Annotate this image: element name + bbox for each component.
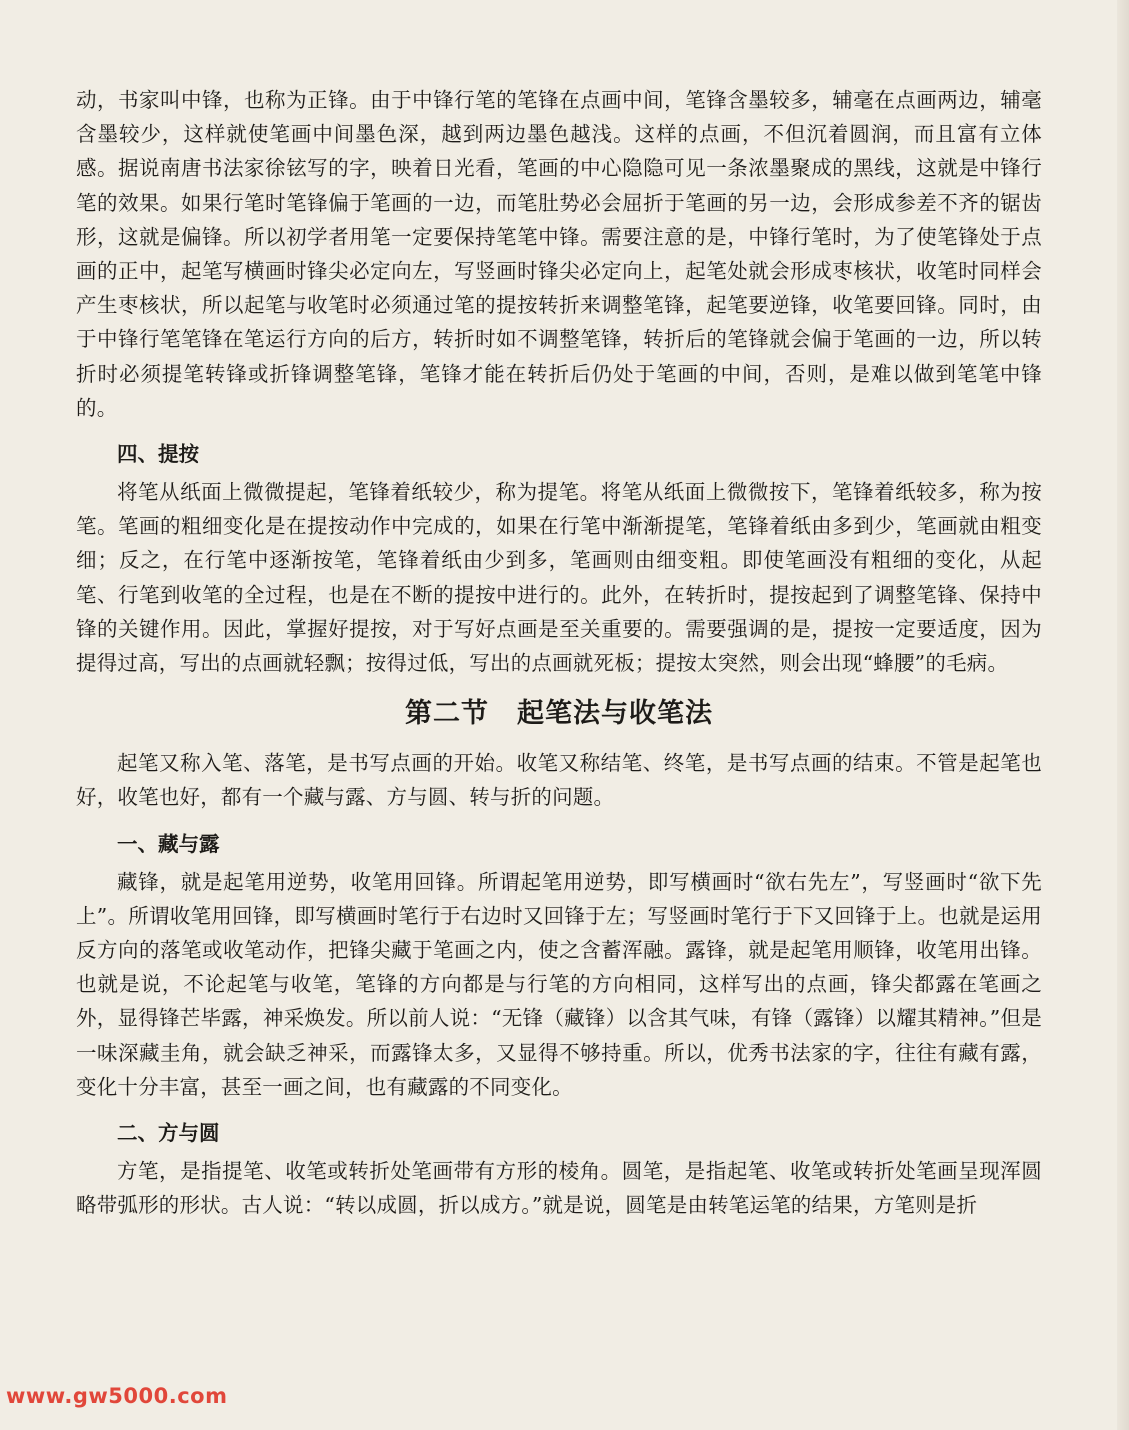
section-title: 第二节 起笔法与收笔法: [405, 698, 713, 730]
page-edge-shadow: [1117, 0, 1129, 1430]
site-watermark: www.gw5000.com: [6, 1384, 228, 1408]
heading-tian-an: 四、提按: [117, 442, 199, 467]
heading-fang-yuan: 二、方与圆: [117, 1121, 220, 1146]
text-body: [76, 83, 1042, 1222]
paragraph-fang-yuan: 方笔，是指提笔、收笔或转折处笔画带有方形的棱角。圆笔，是指起笔、收笔或转折处笔画呈现浑圆略带弧形的形状。古人说：“转以成圆，折以成方。”就是说，圆笔是由转笔运笔的结果，方笔则是折: [76, 1159, 1042, 1218]
paragraph-zhongfeng: 动，书家叫中锋，也称为正锋。由于中锋行笔的笔锋在点画中间，笔锋含墨较多，辅毫在点画两边，辅毫含墨较少，这样就使笔画中间墨色深，越到两边墨色越浅。这样的点画，不但沉着圆润，而且富有立体感。据说南唐书法家徐铉写的字，映着日光看，笔画的中心隐隐可见一条浓墨聚成的黑线，这就是中锋行笔的效果。如果行笔时笔锋偏于笔画的一边，而笔肚势必会屈折于笔画的另一边，会形成参差不齐的锯齿形，这就是偏锋。所以初学者用笔一定要保持笔笔中锋。需要注意的是，中锋行笔时，为了使笔锋处于点画的正中，起笔写横画时锋尖必定向左，写竖画时锋尖必定向上，起笔处就会形成枣核状，收笔时同样会产生枣核状，所以起笔与收笔时必须通过笔的提按转折来调整笔锋，起笔要逆锋，收笔要回锋。同时，由于中锋行笔笔锋在笔运行方向的后方，转折时如不调整笔锋，转折后的笔锋就会偏于笔画的一边，所以转折时必须提笔转锋或折锋调整笔锋，笔锋才能在转折后仍处于笔画的中间，否则，是难以做到笔笔中锋的。: [76, 88, 1042, 420]
paragraph-section-intro: 起笔又称入笔、落笔，是书写点画的开始。收笔又称结笔、终笔，是书写点画的结束。不管是起笔也好，收笔也好，都有一个藏与露、方与圆、转与折的问题。: [76, 751, 1042, 810]
paragraph-cang-lu: 藏锋，就是起笔用逆势，收笔用回锋。所谓起笔用逆势，即写横画时“欲右先左”，写竖画时“欲下先上”。所谓收笔用回锋，即写横画时笔行于右边时又回锋于左；写竖画时笔行于下又回锋于上。也就是运用反方向的落笔或收笔动作，把锋尖藏于笔画之内，使之含蓄浑融。露锋，就是起笔用顺锋，收笔用出锋。也就是说，不论起笔与收笔，笔锋的方向都是与行笔的方向相同，这样写出的点画，锋尖都露在笔画之外，显得锋芒毕露，神采焕发。所以前人说：“无锋（藏锋）以含其气味，有锋（露锋）以耀其精神。”但是一味深藏圭角，就会缺乏神采，而露锋太多，又显得不够持重。所以，优秀书法家的字，往往有藏有露，变化十分丰富，甚至一画之间，也有藏露的不同变化。: [76, 869, 1042, 1099]
paragraph-tian-an: 将笔从纸面上微微提起，笔锋着纸较少，称为提笔。将笔从纸面上微微按下，笔锋着纸较多，称为按笔。笔画的粗细变化是在提按动作中完成的，如果在行笔中渐渐提笔，笔锋着纸由多到少，笔画就由粗变细；反之，在行笔中逐渐按笔，笔锋着纸由少到多，笔画则由细变粗。即使笔画没有粗细的变化，从起笔、行笔到收笔的全过程，也是在不断的提按中进行的。此外，在转折时，提按起到了调整笔锋、保持中锋的关键作用。因此，掌握好提按，对于写好点画是至关重要的。需要强调的是，提按一定要适度，因为提得过高，写出的点画就轻飘；按得过低，写出的点画就死板；提按太突然，则会出现“蜂腰”的毛病。: [76, 480, 1042, 676]
heading-cang-lu: 一、藏与露: [117, 831, 220, 856]
